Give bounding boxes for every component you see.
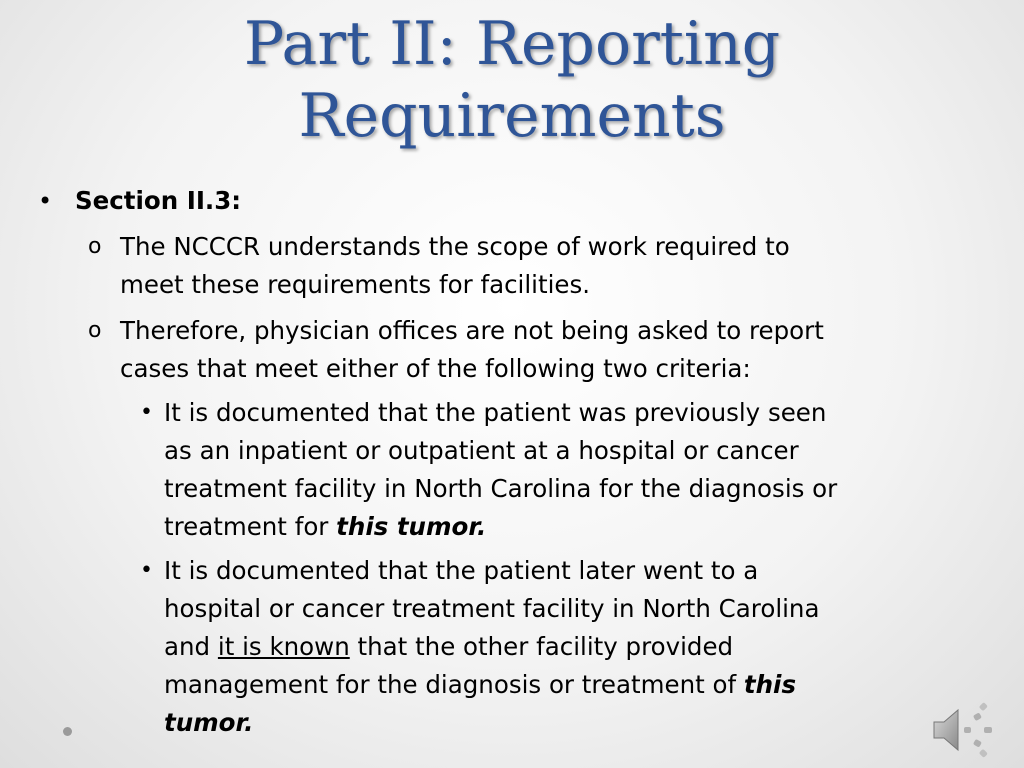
criterion-2-underline: it is known — [217, 632, 350, 661]
point-2-line-1: Therefore, physician offices are not being asked to report — [120, 316, 824, 345]
criterion-2-line-3-prefix: and — [164, 632, 218, 661]
criterion-2-line-4-text: management for the diagnosis or treatment of — [164, 670, 744, 699]
criterion-1-line-4-text: treatment for — [164, 512, 337, 541]
criterion-2-line-1: It is documented that the patient later went to a — [164, 556, 759, 585]
slide-decoration-dot — [63, 727, 72, 736]
criterion-2-line-4 — [164, 666, 796, 704]
point-1-bullet: o — [88, 234, 102, 259]
speaker-icon[interactable] — [928, 700, 1000, 760]
criterion-2-emphasis-1: this — [743, 670, 797, 699]
slide-title-line-1: Part II: Reporting — [243, 9, 781, 79]
point-2-bullet: o — [88, 318, 102, 343]
section-label: Section II.3: — [75, 186, 242, 215]
criterion-2-line-2: hospital or cancer treatment facility in North Carolina — [164, 594, 820, 623]
section-bullet: • — [38, 187, 53, 215]
point-1-line-1: The NCCCR understands the scope of work required to — [120, 232, 790, 261]
criterion-1-emphasis: this tumor. — [336, 512, 487, 541]
slide-title-line-2: Requirements — [298, 81, 726, 151]
point-2-line-2: cases that meet either of the following two criteria: — [120, 354, 751, 383]
criterion-1-bullet: • — [140, 400, 153, 425]
criterion-1-line-1: It is documented that the patient was previously seen — [164, 398, 827, 427]
criterion-2-line-3-suffix: that the other facility provided — [349, 632, 734, 661]
criterion-1-line-2: as an inpatient or outpatient at a hospital or cancer — [164, 436, 799, 465]
point-1-line-2: meet these requirements for facilities. — [120, 270, 591, 299]
criterion-1-line-4 — [164, 508, 486, 546]
criterion-2-bullet: • — [140, 558, 153, 583]
criterion-2-line-3 — [164, 628, 733, 666]
criterion-1-line-3: treatment facility in North Carolina for the diagnosis or — [164, 474, 838, 503]
criterion-2-emphasis-2: tumor. — [164, 708, 254, 737]
